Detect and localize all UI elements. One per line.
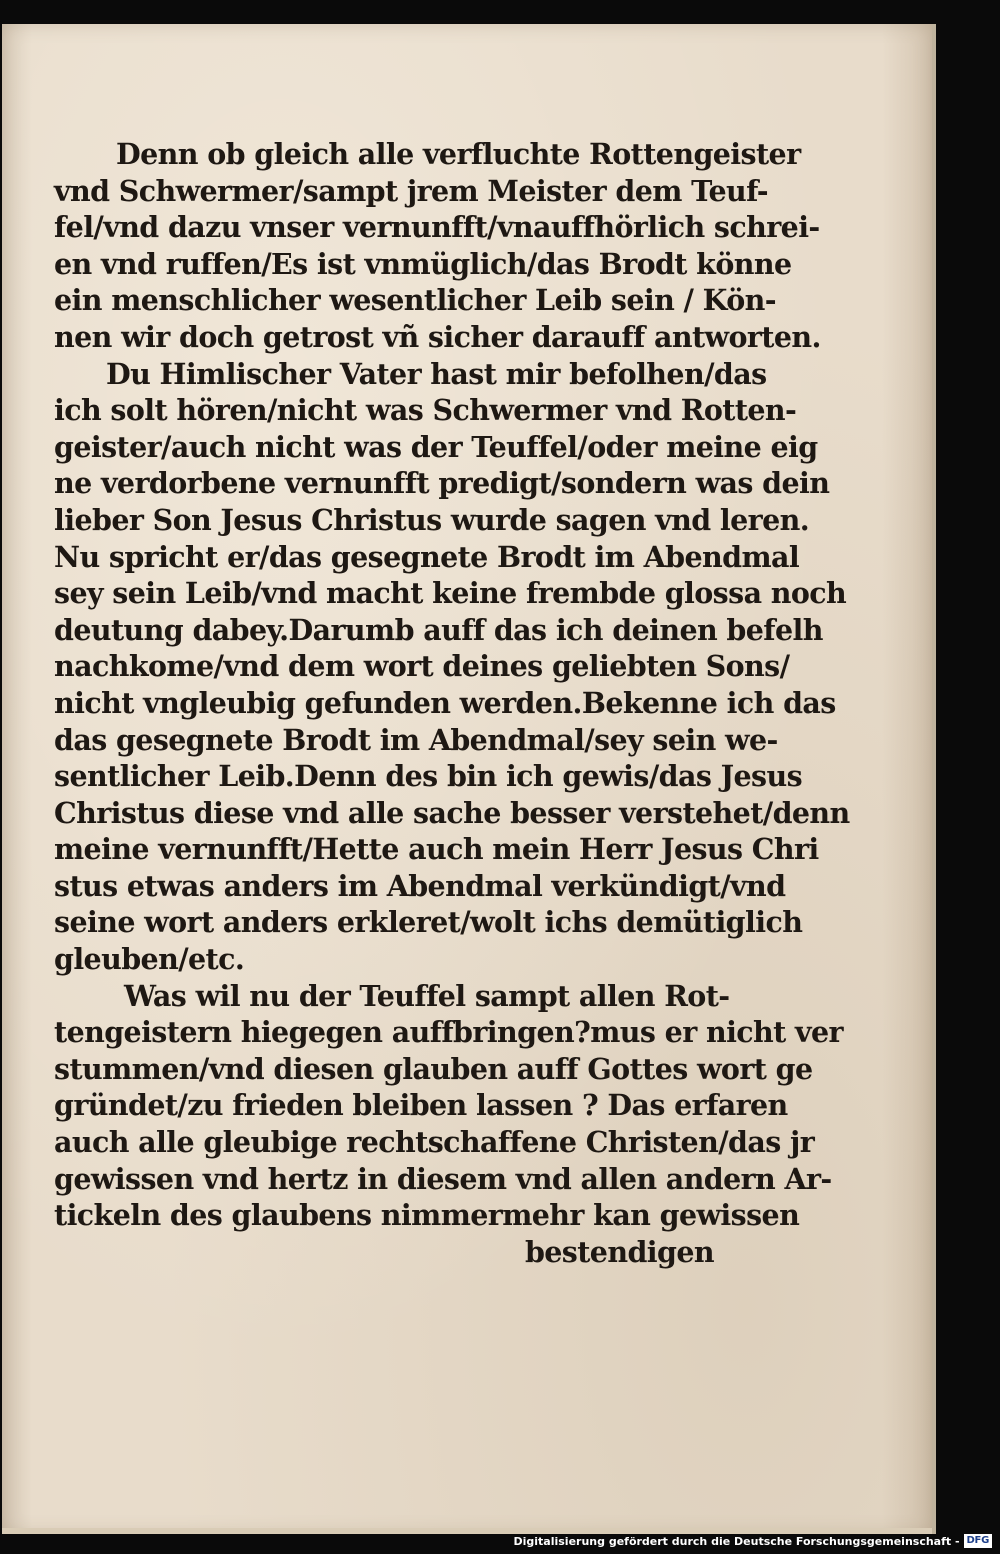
text-line: tengeistern hiegegen auffbringen?mus er nicht ver xyxy=(54,1015,843,1050)
text-line: stummen/vnd diesen glauben auff Gottes wort ge xyxy=(54,1051,813,1086)
text-line: sentlicher Leib.Denn des bin ich gewis/das Jesus xyxy=(54,759,803,794)
text-line: ein menschlicher wesentlicher Leib sein / Kön- xyxy=(54,283,776,318)
text-line: meine vernunfft/Hette auch mein Herr Jesus Chri xyxy=(54,832,819,867)
dfg-logo: DFG xyxy=(964,1534,992,1548)
text-line: lieber Son Jesus Christus wurde sagen vnd leren. xyxy=(54,502,810,537)
text-line: Du Himlischer Vater hast mir befolhen/das xyxy=(106,356,767,391)
digitization-credit xyxy=(513,1532,992,1550)
page-edge xyxy=(932,24,936,1534)
scanned-page xyxy=(2,24,932,1534)
text-line: seine wort anders erkleret/wolt ichs demütiglich xyxy=(54,905,803,940)
text-line: geister/auch nicht was der Teuffel/oder meine eig xyxy=(54,429,818,464)
text-line: gewissen vnd hertz in diesem vnd allen andern Ar- xyxy=(54,1161,832,1196)
text-line: auch alle gleubige rechtschaffene Christen/das jr xyxy=(54,1125,815,1160)
text-line: gründet/zu frieden bleiben lassen ? Das erfaren xyxy=(54,1088,788,1123)
text-line: nicht vngleubig gefunden werden.Bekenne ich das xyxy=(54,685,836,720)
text-line: Denn ob gleich alle verfluchte Rottengeister xyxy=(116,137,801,171)
text-line: stus etwas anders im Abendmal verkündigt/vnd xyxy=(54,868,786,903)
catchword: bestendigen xyxy=(524,1234,714,1269)
text-line: tickeln des glaubens nimmermehr kan gewissen xyxy=(54,1198,800,1233)
credit-text: Digitalisierung gefördert durch die Deutsche Forschungsgemeinschaft - xyxy=(513,1534,960,1548)
text-line: deutung dabey.Darumb auff das ich deinen befelh xyxy=(54,612,823,647)
text-line: Nu spricht er/das gesegnete Brodt im Abendmal xyxy=(54,539,800,574)
text-line: Was wil nu der Teuffel sampt allen Rot- xyxy=(124,978,730,1013)
text-line: nachkome/vnd dem wort deines geliebten Sons/ xyxy=(54,649,790,684)
text-line: sey sein Leib/vnd macht keine frembde glossa noch xyxy=(54,576,847,611)
page-text xyxy=(54,136,850,1270)
text-line: fel/vnd dazu vnser vernunfft/vnauffhörlich schrei- xyxy=(54,210,820,245)
text-line: ne verdorbene vernunfft predigt/sondern was dein xyxy=(54,466,830,501)
text-line: das gesegnete Brodt im Abendmal/sey sein we- xyxy=(54,722,778,757)
text-line: en vnd ruffen/Es ist vnmüglich/das Brodt könne xyxy=(54,246,792,281)
text-line: ich solt hören/nicht was Schwermer vnd Rotten- xyxy=(54,393,797,428)
text-line: Christus diese vnd alle sache besser verstehet/denn xyxy=(54,795,850,830)
text-line: gleuben/etc. xyxy=(54,942,245,977)
text-line: nen wir doch getrost vñ sicher darauff antworten. xyxy=(54,319,821,354)
text-line: vnd Schwermer/sampt jrem Meister dem Teuf- xyxy=(54,173,768,208)
